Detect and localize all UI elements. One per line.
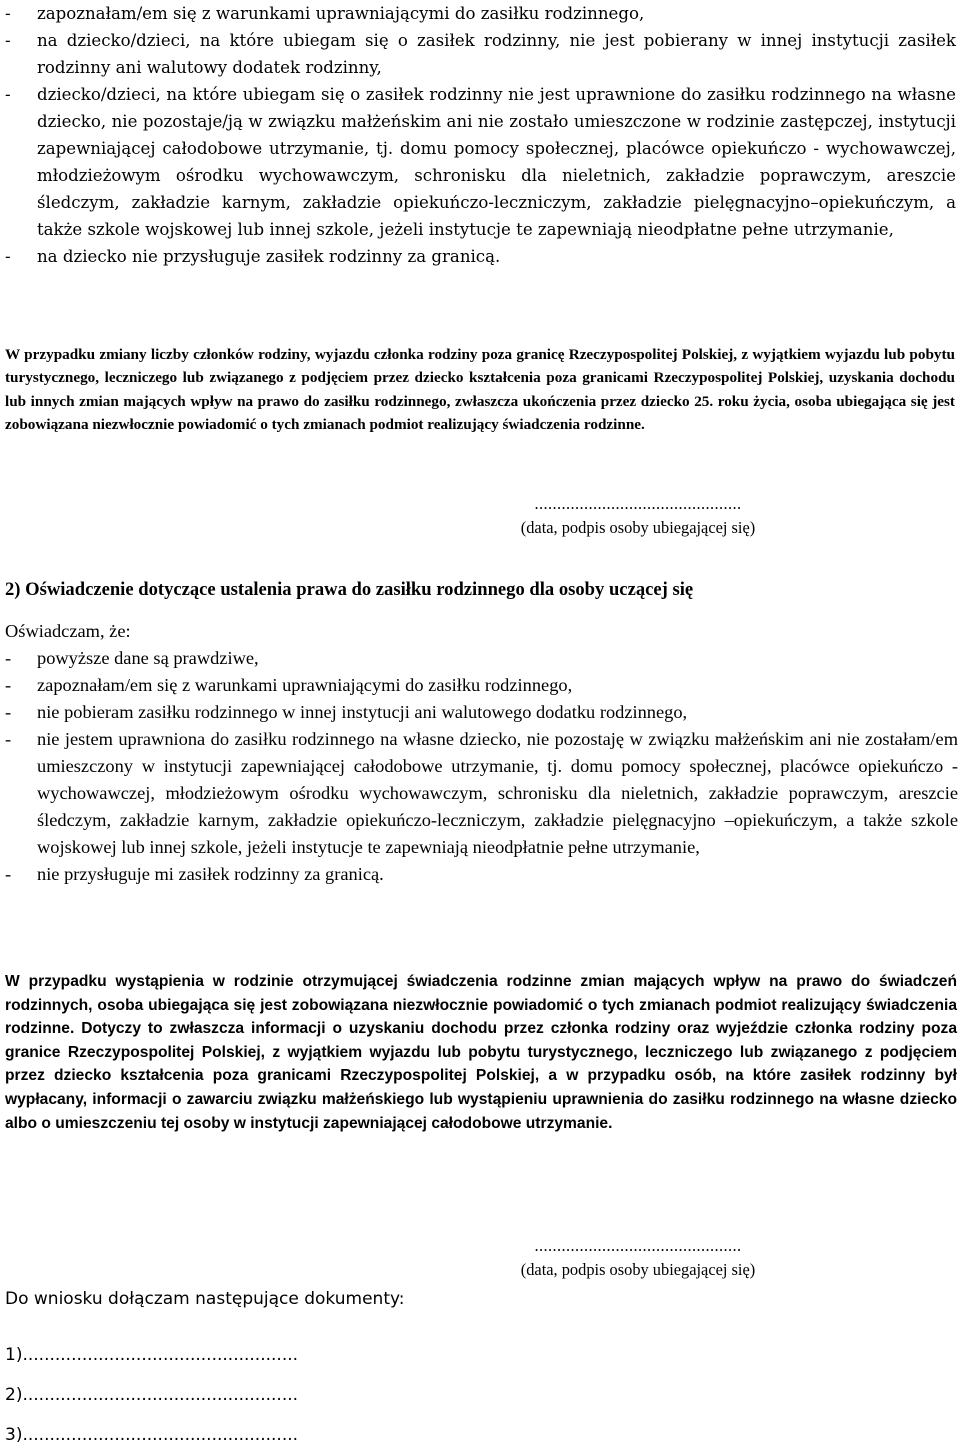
list-dash: - — [5, 702, 12, 722]
list-item-text: dziecko/dzieci, na które ubiegam się o zasiłek rodzinny nie jest uprawnione do zasiłku rodzinnego na własne dziecko, nie pozostaje/ją w związku małżeńskim ani nie zostało umieszczone w rodzinie zastępczej, instytucji zapewniającej całodobowe utrzymanie, tj. domu pomocy społecznej, placówce opiekuńczo - wychowawczej, młodzieżowym ośrodku wychowawczym, schronisku dla nieletnich, zakładzie poprawczym, areszcie śledczym, zakładzie karnym, zakładzie opiekuńczo-leczniczym, zakładzie pielęgnacyjno–opiekuńczym, a także szkole wojskowej lub innej szkole, jeżeli instytucje te zapewniają nieodpłatne pełne utrzymanie, — [37, 85, 956, 239]
list-item — [0, 699, 958, 726]
list-dash: - — [5, 247, 11, 266]
list-dash: - — [5, 864, 12, 884]
list-item-text: zapoznałam/em się z warunkami uprawniającymi do zasiłku rodzinnego, — [37, 4, 645, 23]
attachment-line: 3)................................................... — [5, 1425, 299, 1445]
signature-line: .............................................. — [534, 1236, 742, 1255]
list-item-text: nie jestem uprawniona do zasiłku rodzinnego na własne dziecko, nie pozostaję w związku małżeńskim ani nie zostałam/em umieszczony w instytucji zapewniającej całodobowe utrzymanie, tj. domu pomocy społecznej, placówce opiekuńczo -wychowawczej, młodzieżowym ośrodku wychowawczym, schronisku dla nieletnich, zakładzie poprawczym, areszcie śledczym, zakładzie karnym, zakładzie opiekuńczo-leczniczym, zakładzie pielęgnacyjno –opiekuńczym, a także szkole wojskowej lub innej szkole, jeżeli instytucje te zapewniają nieodpłatnie pełne utrzymanie, — [37, 729, 958, 857]
change-notice-2: W przypadku wystąpienia w rodzinie otrzymującej świadczenia rodzinne zmian mających wpływ na prawo do świadczeń rodzinnych, osoba ubiegająca się jest zobowiązana niezwłocznie powiadomić o tych zmianach podmiot realizujący świadczenia rodzinne. Dotyczy to zwłaszcza informacji o uzyskaniu dochodu przez członka rodziny oraz wyjeździe członka rodziny poza granice Rzeczypospolitej Polskiej, z wyjątkiem wyjazdu lub pobytu turystycznego, leczniczego lub związanego z podjęciem przez dziecko kształcenia poza granicami Rzeczypospolitej Polskiej, a w przypadku osób, na które zasiłek rodzinny był wypłacany, informacji o zawarciu związku małżeńskiego lub wystąpieniu uprawnienia do zasiłku rodzinnego na własne dziecko albo o umieszczeniu tej osoby w instytucji zapewniającej całodobowe utrzymanie. — [5, 973, 957, 1132]
signature-line: .............................................. — [534, 494, 742, 513]
statement-list-1 — [0, 0, 956, 270]
list-dash: - — [5, 31, 11, 50]
list-dash: - — [5, 4, 11, 23]
attachment-line: 2)................................................... — [5, 1385, 299, 1405]
list-dash: - — [5, 675, 12, 695]
list-item-text: powyższe dane są prawdziwe, — [37, 648, 259, 668]
declaration-intro: Oświadczam, że: — [5, 621, 131, 641]
change-notice-1: W przypadku zmiany liczby członków rodziny, wyjazdu członka rodziny poza granicę Rzeczypospolitej Polskiej, z wyjątkiem wyjazdu lub pobytu turystycznego, leczniczego lub związanego z podjęciem przez dziecko kształcenia poza granicami Rzeczypospolitej Polskiej, uzyskania dochodu lub innych zmian mających wpływ na prawo do zasiłku rodzinnego, zwłaszcza ukończenia przez dziecko 25. roku życia, osoba ubiegająca się jest zobowiązana niezwłocznie powiadomić o tych zmianach podmiot realizujący świadczenia rodzinne. — [5, 346, 955, 434]
list-item-text: nie pobieram zasiłku rodzinnego w innej instytucji ani walutowego dodatku rodzinnego, — [37, 702, 688, 722]
list-item-text: na dziecko nie przysługuje zasiłek rodzinny za granicą. — [37, 247, 501, 266]
list-dash: - — [5, 85, 11, 104]
list-item — [0, 243, 956, 270]
list-dash: - — [5, 729, 12, 749]
list-dash: - — [5, 648, 12, 668]
list-item — [0, 726, 958, 861]
list-item-text: nie przysługuje mi zasiłek rodzinny za granicą. — [37, 864, 384, 884]
list-item — [0, 645, 958, 672]
list-item — [0, 672, 958, 699]
statement-list-2 — [0, 618, 958, 888]
list-item-text: zapoznałam/em się z warunkami uprawniającymi do zasiłku rodzinnego, — [37, 675, 573, 695]
list-item — [0, 27, 956, 81]
section-heading-2: 2) Oświadczenie dotyczące ustalenia prawa do zasiłku rodzinnego dla osoby uczącej się — [5, 579, 694, 600]
attachments-heading: Do wniosku dołączam następujące dokumenty: — [5, 1289, 405, 1309]
signature-block-2 — [478, 1234, 798, 1282]
attachment-line: 1)................................................... — [5, 1345, 299, 1365]
signature-label: (data, podpis osoby ubiegającej się) — [520, 518, 756, 537]
list-item-text: na dziecko/dzieci, na które ubiegam się o zasiłek rodzinny, nie jest pobierany w innej instytucji zasiłek rodzinny ani walutowy dodatek rodzinny, — [37, 31, 956, 77]
signature-label: (data, podpis osoby ubiegającej się) — [520, 1260, 756, 1279]
list-item — [0, 861, 958, 888]
list-item — [0, 0, 956, 27]
signature-block-1 — [478, 492, 798, 540]
list-item — [0, 81, 956, 243]
